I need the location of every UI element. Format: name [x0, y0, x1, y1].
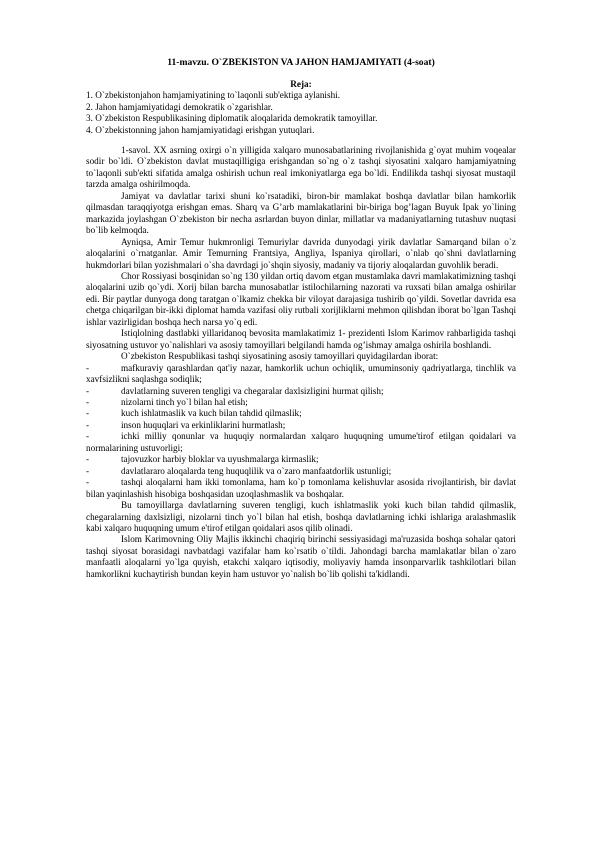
- principle-text: nizolarni tinch yo`l bilan hal etish;: [121, 397, 248, 407]
- principle-text: kuch ishlatmaslik va kuch bilan tahdid qilmaslik;: [121, 408, 302, 419]
- plan-item: 1. O`zbekistonjahon hamjamiyatining to`laqonli sub'ektiga aylanishi.: [86, 90, 341, 101]
- principle-text: ichki milliy qonunlar va huquqiy normalardan xalqaro huquqning umume'tirof etilgan qoidalari va normalarining ustuvorligi;: [86, 431, 516, 453]
- document-body: [86, 145, 516, 580]
- list-dash: -: [86, 385, 90, 396]
- plan-item: 4. O`zbekistonning jahon hamjamiyatidagi erishgan yutuqlari.: [86, 124, 315, 135]
- principle-item: [86, 408, 516, 419]
- page-title: 11-mavzu. O`ZBEKISTON VA JAHON HAMJAMIYATI (4-soat): [167, 57, 435, 68]
- list-dash: -: [86, 465, 90, 476]
- principle-text: tajovuzkor harbiy bloklar va uyushmalarga kirmaslik;: [121, 454, 319, 465]
- principle-item: [86, 397, 516, 408]
- principle-text: davlatlarning suveren tengligi va chegaralar daxlsizligini hurmat qilish;: [121, 385, 384, 396]
- plan-heading: Reja:: [290, 79, 312, 89]
- plan-list: [86, 90, 516, 136]
- paragraph: Chor Rossiyasi bosqinidan so`ng 130 yildan ortiq davom etgan mustamlaka davri mamlakatimizning tashqi aloqalarini uzib qo`ydi. Xorij bilan barcha munosabatlar istilochilarning nazorati va ruxsati bilan amalga oshirilar edi. Bir paytlar dunyoga dong taratgan o`lkamiz chekka bir viloyat darajasiga tushirib qo`yildi. Sovetlar davrida esa chetga chiqarilgan bir-ikki diplomat hamda vazifasi oliy rutbali xorijliklarni mehmon qilishdan iborat bo`lgan Tashqi ishlar vazirligidan boshqa hech narsa yo`q edi.: [86, 271, 517, 327]
- principle-text: tashqi aloqalarni ham ikki tomonlama, ham ko`p tomonlama kelishuvlar asosida rivojlantirish, bir davlat bilan yaqinlashish hisobiga boshqasidan uzoqlashmaslik va boshqalar.: [86, 477, 516, 499]
- principle-item: [86, 477, 516, 500]
- paragraph: Bu tamoyillarga davlatlarning suveren tengligi, kuch ishlatmaslik yoki kuch bilan tahdid qilmaslik, chegaralarning daxlsizligi, nizolarni tinch yo`l bilan hal etish, boshqa davlatlarning ichki ishlariga aralashmaslik kabi xalqaro huquqning umum e'tirof etilgan qoidalari asos qilib olinadi.: [86, 500, 516, 533]
- principle-item: [86, 386, 516, 397]
- principle-item: [86, 420, 516, 431]
- list-dash: -: [86, 408, 90, 419]
- principle-item: [86, 466, 516, 477]
- list-dash: -: [86, 454, 90, 465]
- principle-item: [86, 363, 516, 386]
- principle-item: [86, 431, 516, 454]
- plan-item: 2. Jahon hamjamiyatidagi demokratik o`zgarishlar.: [86, 101, 273, 112]
- list-dash: -: [86, 362, 90, 373]
- principle-item: [86, 454, 516, 465]
- list-dash: -: [86, 431, 90, 442]
- principle-text: davlatlararo aloqalarda teng huquqlilik va o`zaro manfaatdorlik ustunligi;: [121, 465, 392, 476]
- plan-item: 3. O`zbekiston Respublikasining diplomatik aloqalarida demokratik tamoyillar.: [86, 113, 378, 124]
- paragraph: Istiqlolning dastlabki yillaridanoq bevosita mamlakatimiz 1- prezidenti Islom Karimov rahbarligida tashqi siyosatning ustuvor yo`nalishlari va asosiy tamoyillari belgilandi hamda og’ishmay amalga oshirila boshlandi.: [86, 328, 516, 350]
- paragraph: Jamiyat va davlatlar tarixi shuni ko`rsatadiki, biron-bir mamlakat boshqa davlatlar bilan hamkorlik qilmasdan taraqqiyotga erishgan emas. Sharq va G’arb mamlakatlarini bir-biriga bog’lagan Buyuk Ipak yo`lining markazida joylashgan O`zbekiston bir necha asrlardan buyon dinlar, millatlar va madaniyatlarning tutashuv nuqtasi bo`lib kelmoqda.: [86, 190, 516, 236]
- principle-text: mafkuraviy qarashlardan qat'iy nazar, hamkorlik uchun ochiqlik, umuminsoniy qadriyatlarga, tinchlik va xavfsizlikni saqlashga sodiqlik;: [86, 362, 516, 385]
- paragraph: Islom Karimovning Oliy Majlis ikkinchi chaqiriq birinchi sessiyasidagi ma'ruzasida boshqa sohalar qatori tashqi siyosat borasidagi navbatdagi vazifalar ham ko`rsatib o`tildi. Jahondagi barcha mamlakatlar bilan o`zaro manfaatli aloqalarni yo`lga quyish, etakchi xalqaro iqtisodiy, moliyaviy hamda insonparvarlik tashkilotlari bilan hamkorlikni kuchaytirish bundan keyin ham ustuvor yo`nalish bo`lib qolishi ta'kidlandi.: [86, 534, 516, 579]
- list-dash: -: [86, 419, 90, 430]
- paragraph: Ayniqsa, Amir Temur hukmronligi Temuriylar davrida dunyodagi yirik davlatlar Samarqand bilan o`z aloqalarini o`rnatganlar. Amir Temurning Frantsiya, Angliya, Ispaniya qirollari, o`nlab qo`shni davlatlarning hukmdorlari bilan yozishmalari o`sha davrdagi jo`shqin siyosiy, madaniy va tijoriy aloqalardan guvohlik beradi.: [86, 236, 516, 270]
- paragraph: 1-savol. XX asrning oxirgi o`n yilligida xalqaro munosabatlarining rivojlanishida g`oyat muhim voqealar sodir bo`ldi. O`zbekiston davlat mustaqilligiga erishgandan so`ng o`z tashqi siyosatini xalqaro hamjamiyatning to`laqonli sub'ekti sifatida amalga oshirish uchun real imkoniyatlarga ega bo`ldi. Endilikda tashqi siyosat mustaqil tarzda amalga oshirilmoqda.: [86, 145, 516, 190]
- principle-text: inson huquqlari va erkinliklarini hurmatlash;: [121, 419, 286, 430]
- list-dash: -: [86, 397, 90, 407]
- list-dash: -: [86, 477, 90, 488]
- paragraph: O`zbekiston Respublikasi tashqi siyosatining asosiy tamoyillari quyidagilardan iborat:: [121, 351, 439, 362]
